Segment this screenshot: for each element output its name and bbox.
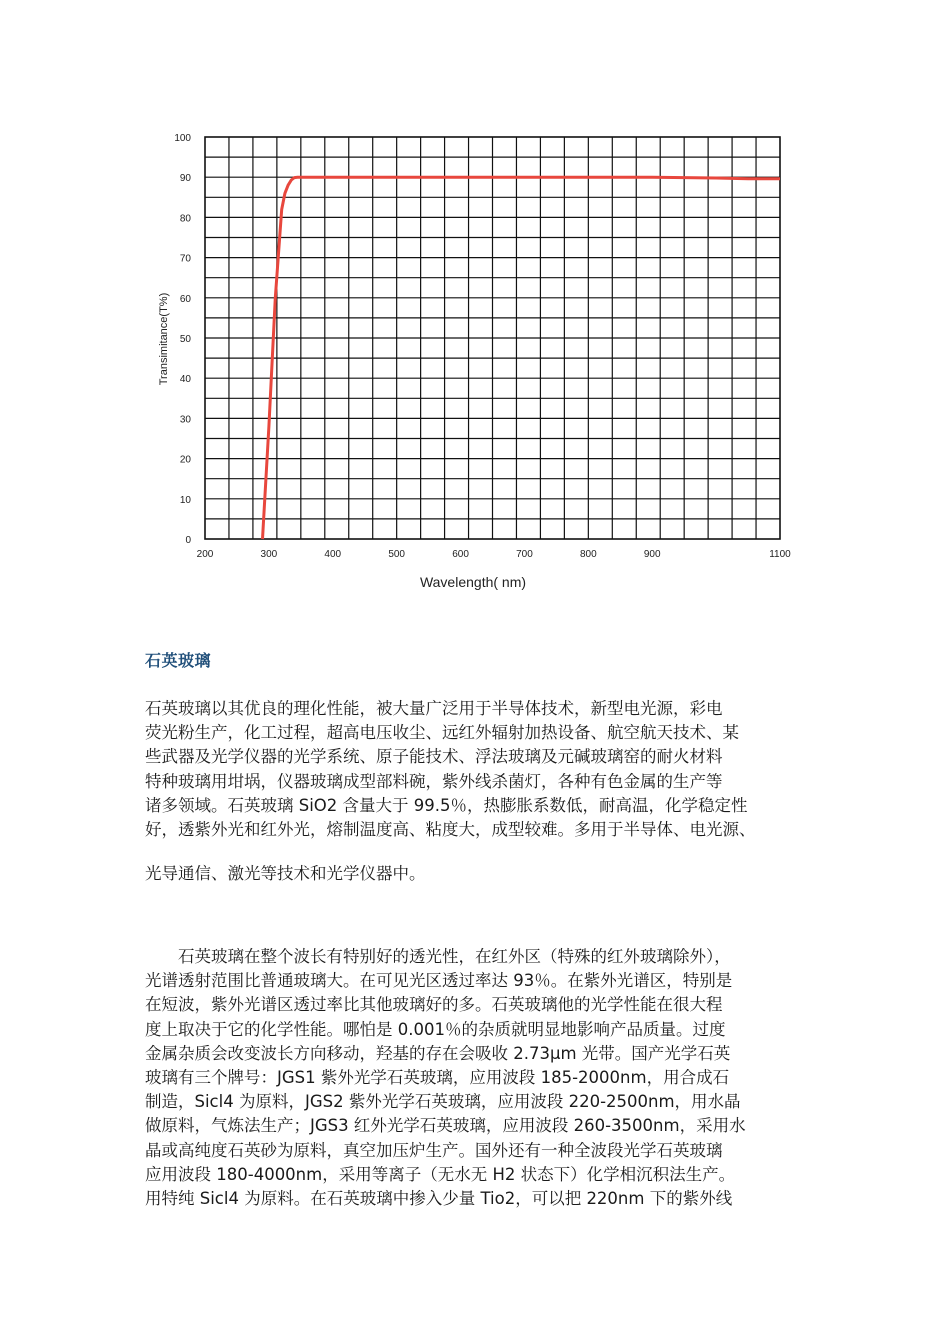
paragraph-1-line: 诸多领域。石英玻璃 SiO2 含量大于 99.5％，热膨胀系数低，耐高温，化学稳定性: [145, 795, 748, 815]
paragraph-2-line: 在短波，紫外光谱区透过率比其他玻璃好的多。石英玻璃他的光学性能在很大程: [145, 995, 723, 1015]
y-tick-label: 60: [179, 293, 191, 305]
transmittance-chart: [150, 125, 810, 600]
x-tick-label: 600: [452, 549, 469, 560]
paragraph-2: [145, 945, 807, 1211]
paragraph-1-line: 好，透紫外光和红外光，熔制温度高、粘度大，成型较难。多用于半导体、电光源、: [145, 820, 756, 840]
paragraph-1: [145, 697, 807, 842]
y-tick-label: 0: [185, 535, 191, 546]
paragraph-1-line: 特种玻璃用坩埚，仪器玻璃成型部料碗，紫外线杀菌灯，各种有色金属的生产等: [145, 771, 723, 791]
x-tick-label: 800: [579, 549, 597, 560]
y-tick-label: 80: [179, 213, 191, 225]
y-tick-label: 20: [179, 454, 191, 466]
chart-grid: [205, 137, 780, 539]
x-tick-label: 200: [196, 549, 214, 560]
y-tick-label: 50: [179, 334, 191, 345]
y-tick-label: 100: [174, 133, 191, 144]
paragraph-1-last-line: 光导通信、激光等技术和光学仪器中。: [145, 864, 426, 883]
section-heading: 石英玻璃: [145, 651, 212, 670]
paragraph-2-line: 晶或高纯度石英砂为原料，真空加压炉生产。国外还有一种全波段光学石英玻璃: [145, 1140, 723, 1160]
x-tick-label: 900: [643, 549, 661, 560]
x-tick-label: 300: [260, 549, 278, 560]
paragraph-2-line: 玻璃有三个牌号：JGS1 紫外光学石英玻璃，应用波段 185-2000nm，用合成石: [145, 1068, 730, 1088]
x-axis-label: Wavelength( nm): [419, 574, 527, 590]
x-tick-label: 1100: [769, 549, 791, 560]
paragraph-1-line: 些武器及光学仪器的光学系统、原子能技术、浮法玻璃及元碱玻璃窑的耐火材料: [145, 747, 723, 767]
paragraph-2-line: 用特纯 Sicl4 为原料。在石英玻璃中掺入少量 Tio2，可以把 220nm 下的紫外线: [145, 1189, 733, 1209]
x-tick-label: 500: [388, 549, 406, 560]
paragraph-2-line: 做原料，气炼法生产；JGS3 红外光学石英玻璃，应用波段 260-3500nm，采用水: [145, 1116, 746, 1136]
x-tick-label: 700: [516, 549, 533, 560]
y-tick-label: 40: [179, 374, 191, 386]
paragraph-2-line: 金属杂质会改变波长方向移动，羟基的存在会吸收 2.73μm 光带。国产光学石英: [145, 1043, 731, 1063]
y-tick-label: 70: [179, 253, 191, 265]
y-tick-label: 90: [179, 173, 191, 185]
paragraph-2-line: 光谱透射范围比普通玻璃大。在可见光区透过率达 93％。在紫外光谱区，特别是: [145, 971, 733, 991]
paragraph-2-line: 应用波段 180-4000nm，采用等离子（无水无 H2 状态下）化学相沉积法生产。: [145, 1164, 736, 1184]
y-tick-label: 10: [179, 494, 191, 506]
paragraph-1-line: 石英玻璃以其优良的理化性能，被大量广泛用于半导体技术，新型电光源，彩电: [145, 699, 723, 718]
y-tick-label: 30: [179, 414, 191, 426]
paragraph-2-line: 制造，Sicl4 为原料，JGS2 紫外光学石英玻璃，应用波段 220-2500nm，用水晶: [145, 1092, 741, 1112]
x-tick-label: 400: [324, 549, 342, 560]
paragraph-2-line: 度上取决于它的化学性能。哪怕是 0.001％的杂质就明显地影响产品质量。过度: [145, 1019, 726, 1039]
paragraph-1-line: 荧光粉生产，化工过程，超高电压收尘、远红外辐射加热设备、航空航天技术、某: [145, 723, 739, 743]
y-axis-label: Transimitance(T%): [158, 292, 170, 386]
paragraph-2-line: 石英玻璃在整个波长有特别好的透光性，在红外区（特殊的红外玻璃除外），: [145, 947, 731, 966]
